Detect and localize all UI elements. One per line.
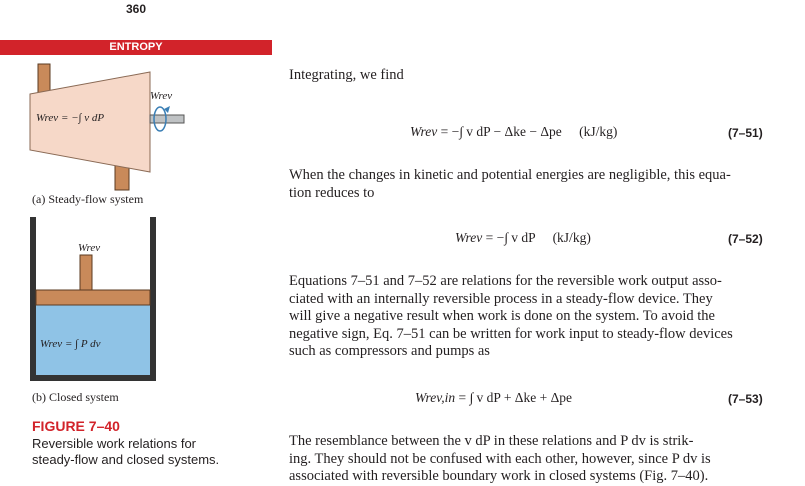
fig-b-wrev-label: Wrev: [78, 242, 101, 254]
text-line: such as compressors and pumps as: [289, 343, 490, 359]
steady-flow-device-figure: [0, 62, 272, 192]
page-number: 360: [125, 2, 147, 16]
eq53: [415, 390, 572, 406]
figure-number: FIGURE 7–40: [32, 418, 120, 434]
closed-system-figure: [0, 215, 272, 385]
fig-a-caption: (a) Steady-flow system: [32, 192, 144, 206]
text-line: negative sign, Eq. 7–51 can be written for work input to steady-flow devices: [289, 325, 733, 342]
eq53-number: (7–53): [728, 392, 763, 406]
fig-b-caption: (b) Closed system: [32, 390, 119, 404]
eq52: [455, 230, 591, 246]
eq52-units: (kJ/kg): [552, 230, 591, 245]
fig-b-formula: Wrev = ∫ P dv: [40, 338, 101, 350]
eq52-number: (7–52): [728, 232, 763, 246]
text-line: ciated with an internally reversible process in a steady-flow device. They: [289, 290, 713, 307]
chapter-header-bar: [0, 40, 272, 55]
fig-a-formula: Wrev = −∫ v dP: [36, 112, 105, 124]
eq51-number: (7–51): [728, 126, 763, 140]
text-line: Equations 7–51 and 7–52 are relations for the reversible work output asso-: [289, 273, 722, 289]
text-after-eq51: [289, 167, 789, 202]
eq53-lhs: Wrev,in: [415, 390, 456, 405]
figure-caption-line2: steady-flow and closed systems.: [32, 452, 220, 467]
text-line: When the changes in kinetic and potential energies are negligible, this equa-: [289, 167, 731, 183]
eq52-lhs: Wrev: [455, 230, 483, 245]
paragraph-4: [289, 433, 789, 486]
chapter-title: ENTROPY: [109, 41, 163, 53]
text-line: will give a negative result when work is done on the system. To avoid the: [289, 308, 715, 324]
text-line: ing. They should not be confused with each other, however, since P dv is: [289, 450, 711, 467]
eq53-rhs: = ∫ v dP + Δke + Δpe: [458, 390, 573, 405]
intro-text: Integrating, we find: [289, 67, 404, 83]
eq51: [410, 124, 617, 140]
fig-a-wrev-label: Wrev: [150, 90, 173, 102]
shaft: [150, 115, 184, 123]
cylinder-left-wall: [30, 217, 36, 377]
text-line: The resemblance between the v dP in these relations and P dv is strik-: [289, 433, 694, 449]
eq51-lhs: Wrev: [410, 124, 438, 139]
paragraph-3: [289, 273, 789, 361]
eq51-rhs: = −∫ v dP − Δke − Δpe: [440, 124, 562, 139]
eq52-rhs: = −∫ v dP: [485, 230, 536, 245]
piston-rod: [80, 255, 92, 290]
text-line: tion reduces to: [289, 184, 375, 201]
cylinder-right-wall: [150, 217, 156, 377]
figure-caption-line1: Reversible work relations for: [32, 436, 197, 451]
cylinder-bottom: [30, 375, 156, 381]
text-line: associated with reversible boundary work in closed systems (Fig. 7–40).: [289, 468, 709, 484]
piston: [36, 290, 150, 305]
eq51-units: (kJ/kg): [579, 124, 618, 139]
